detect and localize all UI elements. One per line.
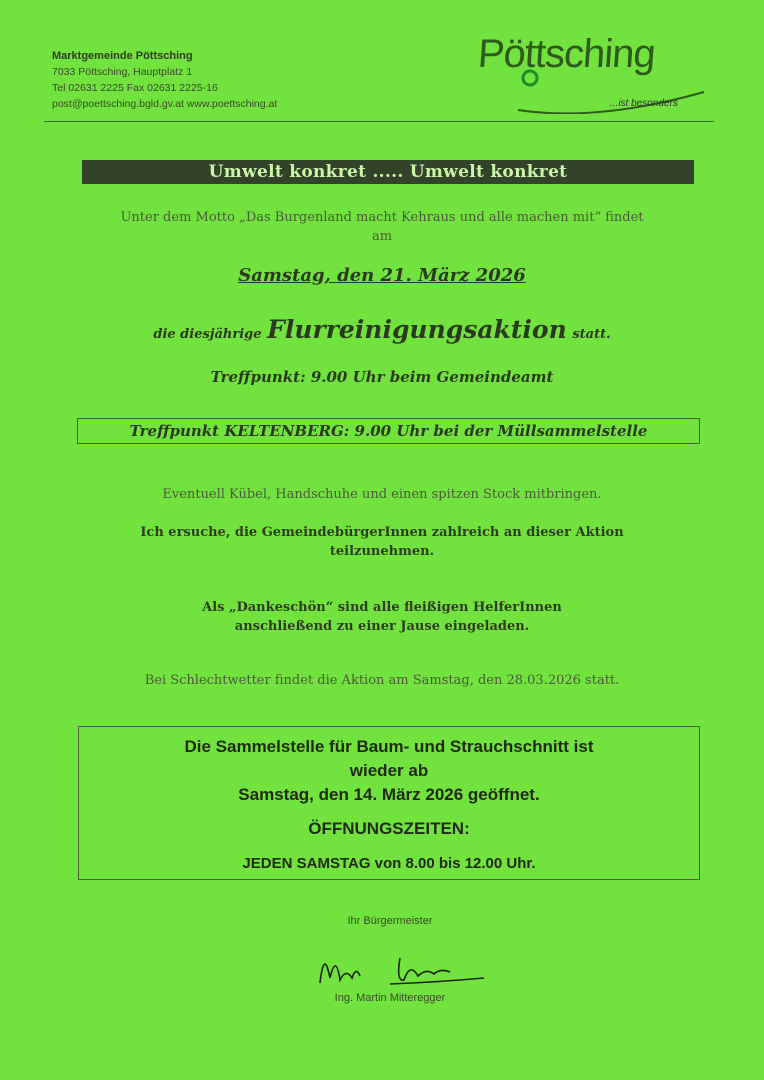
logo-tagline: ...ist besonders: [610, 98, 678, 109]
bad-weather-note: Bei Schlechtwetter findet die Aktion am Samstag, den 28.03.2026 statt.: [144, 673, 620, 688]
letterhead-org: Marktgemeinde Pöttsching: [52, 50, 193, 62]
intro-text: [60, 208, 704, 246]
header-divider: [44, 121, 714, 122]
participation-request: [60, 523, 704, 561]
handwritten-signature: [300, 938, 500, 998]
mayor-title: Ihr Bürgermeister: [347, 915, 433, 927]
meeting-point-keltenberg: Treffpunkt KELTENBERG: 9.00 Uhr bei der Müllsammelstelle: [77, 418, 700, 444]
request-line-2: teilzunehmen.: [329, 544, 435, 559]
collection-text: [79, 735, 699, 807]
event-date: Samstag, den 21. März 2026: [238, 265, 526, 286]
bring-items-note: Eventuell Kübel, Handschuhe und einen spitzen Stock mitbringen.: [162, 487, 602, 502]
municipality-logo: [478, 32, 718, 114]
opening-hours: JEDEN SAMSTAG von 8.00 bis 12.00 Uhr.: [242, 855, 536, 872]
action-announcement: [60, 315, 704, 344]
intro-line-1: Unter dem Motto „Das Burgenland macht Kehraus und alle machen mit“ findet: [120, 210, 644, 225]
collection-line-2: wieder ab: [349, 761, 429, 780]
letterhead-phone: Tel 02631 2225 Fax 02631 2225-16: [52, 82, 218, 94]
logo-wordmark: Pöttsching: [476, 32, 657, 76]
intro-line-2: am: [371, 229, 393, 244]
collection-line-3: Samstag, den 14. März 2026 geöffnet.: [238, 785, 540, 804]
collection-point-box: [78, 726, 700, 880]
thanks-line-1: Als „Dankeschön“ sind alle fleißigen HelferInnen: [202, 600, 562, 615]
action-prefix: die diesjährige: [153, 327, 262, 342]
title-bar: Umwelt konkret ..... Umwelt konkret: [82, 160, 694, 184]
letterhead-contact: post@poettsching.bgld.gv.at www.poettsching.at: [52, 98, 278, 110]
action-name: Flurreinigungsaktion: [267, 315, 567, 344]
request-line-1: Ich ersuche, die GemeindebürgerInnen zahlreich an dieser Aktion: [140, 525, 624, 540]
mayor-name: Ing. Martin Mitteregger: [334, 992, 446, 1004]
thank-you-note: [60, 598, 704, 636]
meeting-point-main: Treffpunkt: 9.00 Uhr beim Gemeindeamt: [210, 368, 554, 386]
collection-line-1: Die Sammelstelle für Baum- und Strauchschnitt ist: [184, 737, 594, 756]
letterhead: [52, 48, 277, 112]
thanks-line-2: anschließend zu einer Jause eingeladen.: [234, 619, 530, 634]
opening-hours-title: ÖFFNUNGSZEITEN:: [308, 819, 470, 838]
action-suffix: statt.: [572, 327, 611, 342]
letterhead-address: 7033 Pöttsching, Hauptplatz 1: [52, 66, 193, 78]
